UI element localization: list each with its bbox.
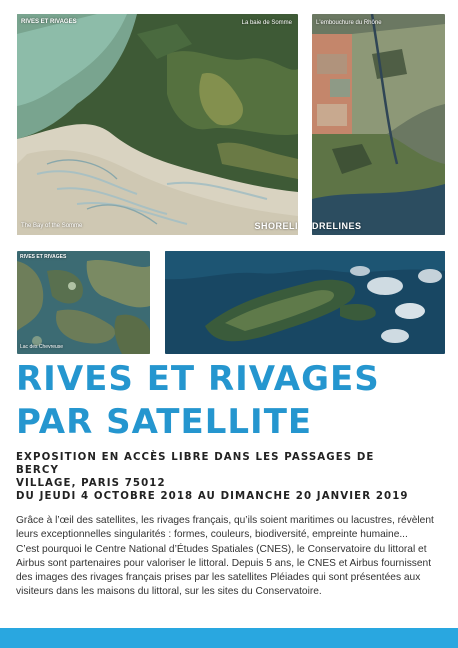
photo-tag: RIVES ET RIVAGES (20, 254, 67, 260)
page-title (16, 358, 380, 444)
photo-ile-nuages (165, 251, 445, 354)
footer-bar (0, 628, 458, 648)
title-line-2: PAR SATELLITE (16, 402, 313, 442)
photo-embouchure-du-rhone (312, 14, 445, 235)
photo-caption: Lac des Chevreuse (20, 344, 64, 350)
exhibition-details (16, 451, 416, 503)
photo-brand-label: DRELINES (312, 221, 362, 231)
description-paragraph-1: Grâce à l’œil des satellites, les rivages français, qu’ils soient maritimes ou lacustres, révèlent leurs exceptionnelles singularités : formes, couleurs, biodiversité, empreinte humaine... (16, 515, 434, 541)
photo-location-label: L'embouchure du Rhône (316, 20, 382, 26)
subtitle-line-2: VILLAGE, PARIS 75012 (16, 478, 166, 489)
description (16, 514, 444, 600)
satellite-image-golfe (17, 251, 150, 354)
photo-golfe (17, 251, 150, 354)
subtitle-line-1: EXPOSITION EN ACCÈS LIBRE DANS LES PASSAGES DE BERCY (16, 452, 375, 476)
satellite-image-ile (165, 251, 445, 354)
description-paragraph-2: C’est pourquoi le Centre National d’Études Spatiales (CNES), le Conservatoire du littoral et Airbus sont partenaires pour valoriser le littoral. Depuis 5 ans, le CNES et Airbus fournissent des images des rivages français prises par les satellites Pléiades qui sont présentées aux visiteurs dans les maisons du littoral, sur les sites du Conservatoire. (16, 543, 432, 598)
photo-baie-de-somme (17, 14, 298, 235)
photo-location-label: La baie de Somme (241, 20, 292, 26)
photo-brand-label: SHORELI (254, 221, 298, 231)
title-line-1: RIVES ET RIVAGES (16, 359, 380, 399)
photo-tag: RIVES ET RIVAGES (21, 19, 77, 25)
satellite-image-baie-de-somme (17, 14, 298, 235)
satellite-image-rhone (312, 14, 445, 235)
photo-caption: The Bay of the Somme (21, 223, 83, 229)
subtitle-dates: DU JEUDI 4 OCTOBRE 2018 AU DIMANCHE 20 JANVIER 2019 (16, 491, 409, 502)
